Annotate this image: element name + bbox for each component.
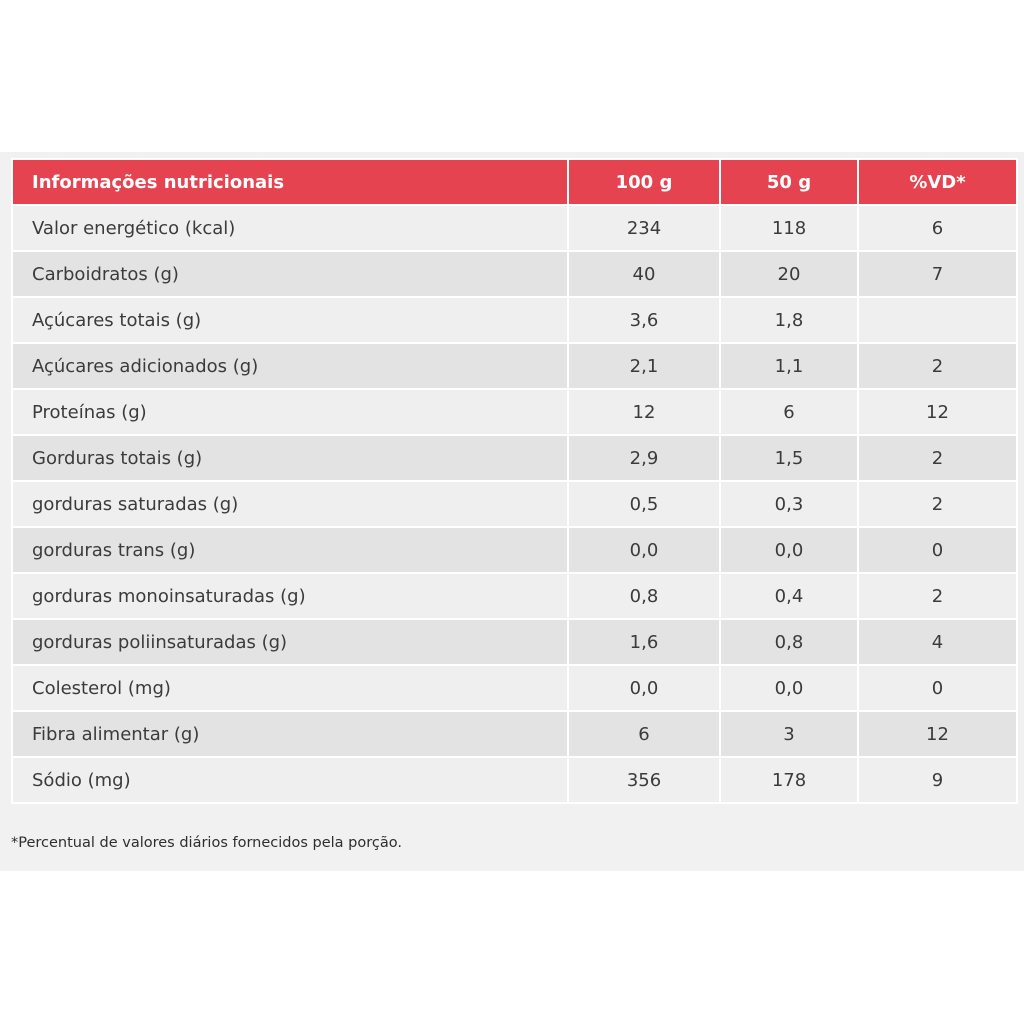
row-label: Açúcares adicionados (g)	[12, 343, 568, 389]
row-label: Valor energético (kcal)	[12, 205, 568, 251]
row-label: gorduras trans (g)	[12, 527, 568, 573]
value-100g: 2,1	[568, 343, 720, 389]
value-100g: 6	[568, 711, 720, 757]
value-100g: 0,0	[568, 665, 720, 711]
row-label: Fibra alimentar (g)	[12, 711, 568, 757]
value-50g: 1,8	[720, 297, 858, 343]
value-100g: 3,6	[568, 297, 720, 343]
table-row	[12, 619, 1017, 665]
value-50g: 1,1	[720, 343, 858, 389]
value-50g: 6	[720, 389, 858, 435]
header-50g: 50 g	[720, 159, 858, 205]
value-vd: 6	[858, 205, 1017, 251]
value-100g: 356	[568, 757, 720, 803]
value-50g: 178	[720, 757, 858, 803]
value-50g: 20	[720, 251, 858, 297]
value-vd: 0	[858, 665, 1017, 711]
table-row	[12, 251, 1017, 297]
value-100g: 1,6	[568, 619, 720, 665]
table-row	[12, 757, 1017, 803]
table-row	[12, 435, 1017, 481]
value-vd: 7	[858, 251, 1017, 297]
table-row	[12, 527, 1017, 573]
table-row	[12, 711, 1017, 757]
value-50g: 1,5	[720, 435, 858, 481]
row-label: gorduras monoinsaturadas (g)	[12, 573, 568, 619]
value-vd: 2	[858, 435, 1017, 481]
value-100g: 0,8	[568, 573, 720, 619]
value-vd: 12	[858, 389, 1017, 435]
value-vd: 2	[858, 343, 1017, 389]
row-label: Açúcares totais (g)	[12, 297, 568, 343]
value-100g: 12	[568, 389, 720, 435]
row-label: Colesterol (mg)	[12, 665, 568, 711]
row-label: Sódio (mg)	[12, 757, 568, 803]
value-50g: 118	[720, 205, 858, 251]
row-label: Gorduras totais (g)	[12, 435, 568, 481]
value-100g: 2,9	[568, 435, 720, 481]
value-100g: 0,5	[568, 481, 720, 527]
value-100g: 0,0	[568, 527, 720, 573]
value-vd	[858, 297, 1017, 343]
table-row	[12, 205, 1017, 251]
value-50g: 0,4	[720, 573, 858, 619]
row-label: Proteínas (g)	[12, 389, 568, 435]
value-100g: 40	[568, 251, 720, 297]
nutrition-table	[11, 158, 1018, 804]
value-vd: 2	[858, 481, 1017, 527]
header-nutrition-info: Informações nutricionais	[12, 159, 568, 205]
value-vd: 9	[858, 757, 1017, 803]
value-50g: 0,8	[720, 619, 858, 665]
value-50g: 0,0	[720, 665, 858, 711]
table-row	[12, 389, 1017, 435]
footnote: *Percentual de valores diários fornecidos pela porção.	[11, 835, 402, 851]
header-vd: %VD*	[858, 159, 1017, 205]
value-vd: 4	[858, 619, 1017, 665]
table-row	[12, 481, 1017, 527]
value-100g: 234	[568, 205, 720, 251]
row-label: gorduras poliinsaturadas (g)	[12, 619, 568, 665]
value-vd: 2	[858, 573, 1017, 619]
value-vd: 0	[858, 527, 1017, 573]
value-50g: 0,0	[720, 527, 858, 573]
table-row	[12, 573, 1017, 619]
value-50g: 0,3	[720, 481, 858, 527]
table-row	[12, 343, 1017, 389]
value-50g: 3	[720, 711, 858, 757]
header-100g: 100 g	[568, 159, 720, 205]
row-label: Carboidratos (g)	[12, 251, 568, 297]
table-row	[12, 665, 1017, 711]
row-label: gorduras saturadas (g)	[12, 481, 568, 527]
value-vd: 12	[858, 711, 1017, 757]
table-row	[12, 297, 1017, 343]
table-header-row	[12, 159, 1017, 205]
